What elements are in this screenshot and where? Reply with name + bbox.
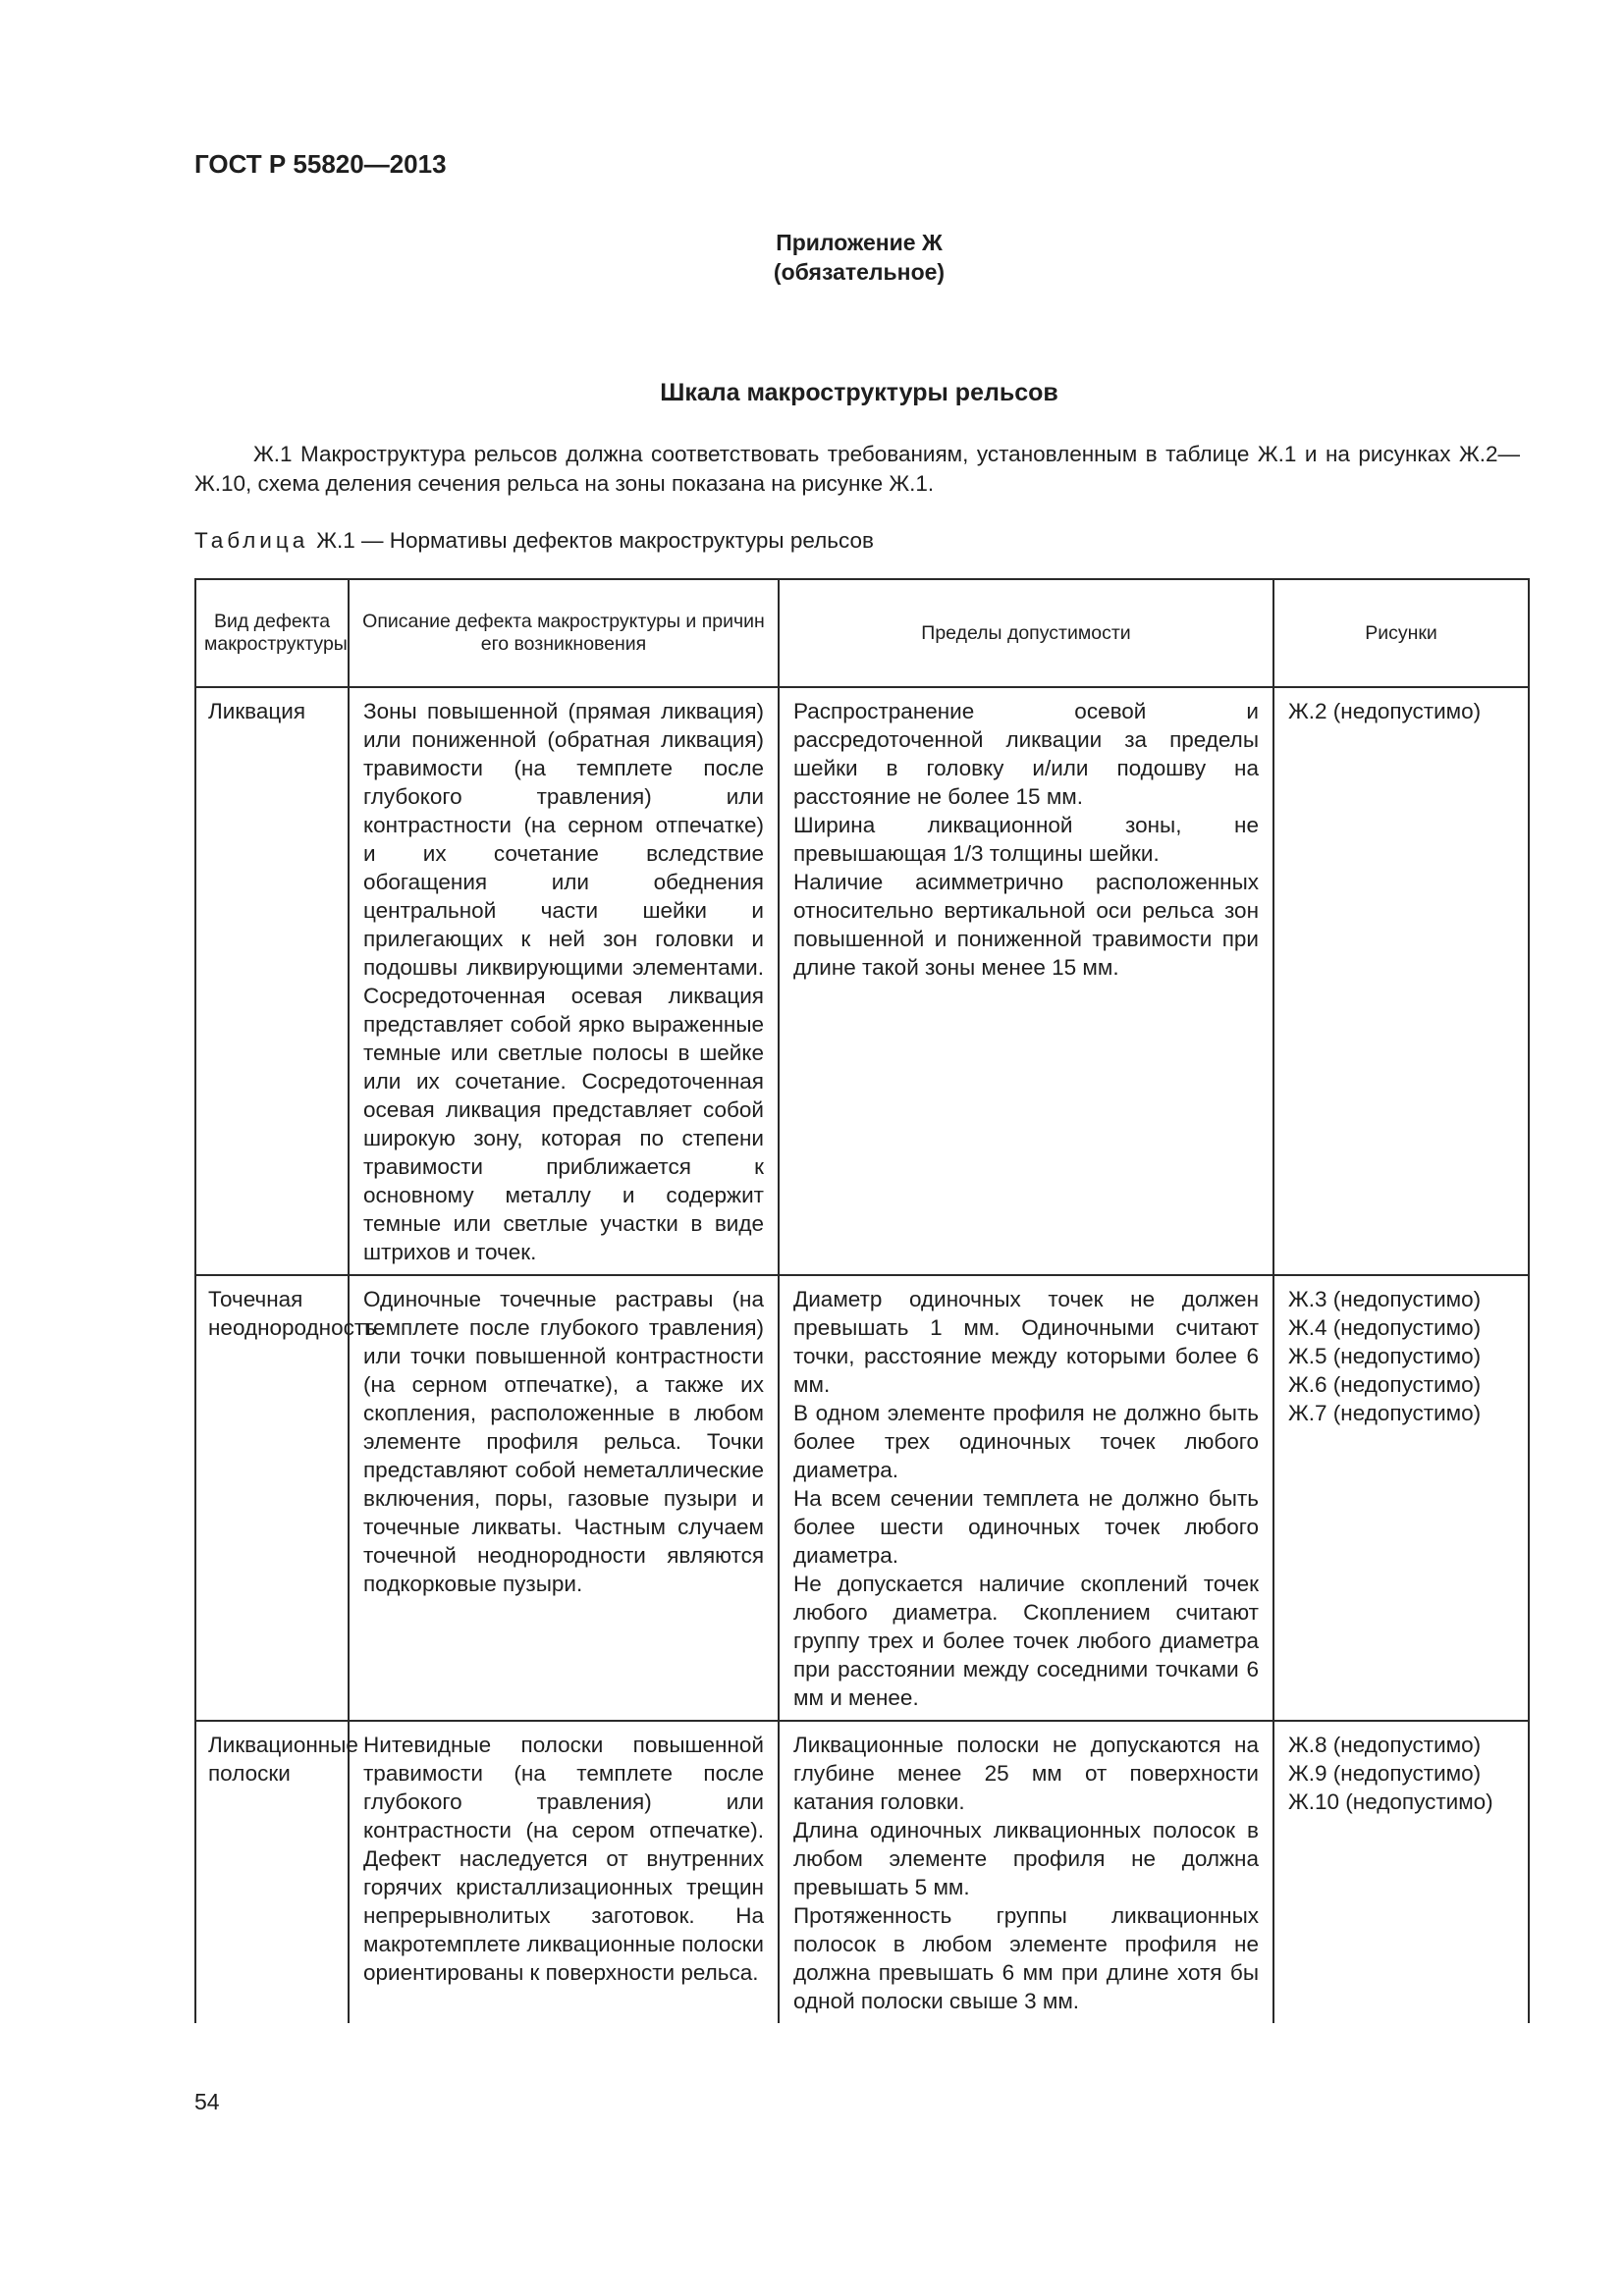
figure-ref: Ж.2 (недопустимо)	[1288, 699, 1482, 723]
figure-ref: Ж.3 (недопустимо)	[1288, 1287, 1482, 1311]
figure-ref: Ж.10 (недопустимо)	[1288, 1789, 1493, 1814]
page-number: 54	[194, 2089, 220, 2114]
limit-item: Наличие асимметрично расположенных относительно вертикальной оси рельса зон повышенной и пониженной травимости при длине такой зоны менее 15 мм.	[793, 870, 1259, 980]
defect-description: Нитевидные полоски повышенной травимости (на темплете после глубокого травления) или контрастности (на сером отпечатке). Дефект наследуется от внутренних горячих кристаллизационных трещин непрерывнолитых заготовок. На макротемплете ликвационные полоски ориентированы к поверхности рельса.	[349, 1721, 779, 2023]
defect-type: Точечная неоднородность	[195, 1275, 349, 1721]
header-limits: Пределы допустимости	[779, 579, 1273, 687]
defect-limits	[779, 687, 1273, 1275]
figure-ref: Ж.7 (недопустимо)	[1288, 1401, 1482, 1425]
appendix-heading	[196, 228, 1522, 287]
header-figures: Рисунки	[1273, 579, 1529, 687]
defect-limits	[779, 1275, 1273, 1721]
table-caption-word: Таблица	[194, 528, 309, 553]
defects-table	[194, 578, 1530, 2023]
figure-ref: Ж.9 (недопустимо)	[1288, 1761, 1482, 1786]
section-title: Шкала макроструктуры рельсов	[660, 379, 1058, 406]
table-caption-text: Ж.1 — Нормативы дефектов макроструктуры рельсов	[316, 528, 874, 553]
limit-item: В одном элементе профиля не должно быть более трех одиночных точек любого диаметра.	[793, 1401, 1259, 1482]
table-header-row	[195, 579, 1529, 687]
defect-description: Одиночные точечные растравы (на темплете после глубокого травления) или точки повышенной контрастности (на серном отпечатке), а также их скопления, расположенные в любом элементе профиля рельса. Точки представляют собой неметаллические включения, поры, газовые пузыри и точечные ликваты. Частным случаем точечной неоднородности являются подкорковые пузыри.	[349, 1275, 779, 1721]
figure-ref: Ж.4 (недопустимо)	[1288, 1315, 1482, 1340]
defect-description: Зоны повышенной (прямая ликвация) или пониженной (обратная ликвация) травимости (на темплете после глубокого травления) или контрастности (на серном отпечатке) и их сочетание вследствие обогащения или обеднения центральной части шейки и прилегающих к ней зон головки и подошвы ликвирующими элементами. Сосредоточенная осевая ликвация представляет собой ярко выраженные темные или светлые полосы в шейке или их сочетание. Сосредоточенная осевая ликвация представляет собой широкую зону, которая по степени травимости приближается к основному металлу и содержит темные или светлые участки в виде штрихов и точек.	[349, 687, 779, 1275]
document-code: ГОСТ Р 55820—2013	[194, 149, 447, 179]
table-caption	[194, 528, 874, 554]
defect-figures	[1273, 1721, 1529, 2023]
figure-ref: Ж.5 (недопустимо)	[1288, 1344, 1482, 1368]
limit-item: Протяженность группы ликвационных полосок в любом элементе профиля не должна превышать 6 мм при длине хотя бы одной полоски свыше 3 мм.	[793, 1903, 1259, 2013]
appendix-status: (обязательное)	[773, 259, 946, 285]
intro-paragraph: Ж.1 Макроструктура рельсов должна соответствовать требованиям, установленным в таблице Ж.1 и на рисунках Ж.2—Ж.10, схема деления сечения рельса на зоны показана на рисунке Ж.1.	[194, 442, 1520, 496]
limit-item: Распространение осевой и рассредоточенной ликвации за пределы шейки в головку и/или подошву на расстояние не более 15 мм.	[793, 699, 1259, 809]
defect-type: Ликвация	[195, 687, 349, 1275]
limit-item: На всем сечении темплета не должно быть более шести одиночных точек любого диаметра.	[793, 1486, 1259, 1568]
header-description: Описание дефекта макроструктуры и причин его возникновения	[349, 579, 779, 687]
appendix-title: Приложение Ж	[776, 230, 943, 255]
defect-figures	[1273, 1275, 1529, 1721]
limit-item: Ширина ликвационной зоны, не превышающая 1/3 толщины шейки.	[793, 813, 1259, 866]
defect-type: Ликвационные полоски	[195, 1721, 349, 2023]
figure-ref: Ж.6 (недопустимо)	[1288, 1372, 1482, 1397]
figure-ref: Ж.8 (недопустимо)	[1288, 1733, 1482, 1757]
header-type: Вид дефекта макроструктуры	[195, 579, 349, 687]
table-row	[195, 1721, 1529, 2023]
limit-item: Длина одиночных ликвационных полосок в любом элементе профиля не должна превышать 5 мм.	[793, 1818, 1259, 1899]
defect-limits	[779, 1721, 1273, 2023]
defect-figures	[1273, 687, 1529, 1275]
limit-item: Не допускается наличие скоплений точек любого диаметра. Скоплением считают группу трех и более точек любого диаметра при расстоянии между соседними точками 6 мм и менее.	[793, 1572, 1259, 1710]
table-row	[195, 687, 1529, 1275]
table-row	[195, 1275, 1529, 1721]
limit-item: Ликвационные полоски не допускаются на глубине менее 25 мм от поверхности катания головки.	[793, 1733, 1259, 1814]
limit-item: Диаметр одиночных точек не должен превышать 1 мм. Одиночными считают точки, расстояние между которыми более 6 мм.	[793, 1287, 1259, 1397]
